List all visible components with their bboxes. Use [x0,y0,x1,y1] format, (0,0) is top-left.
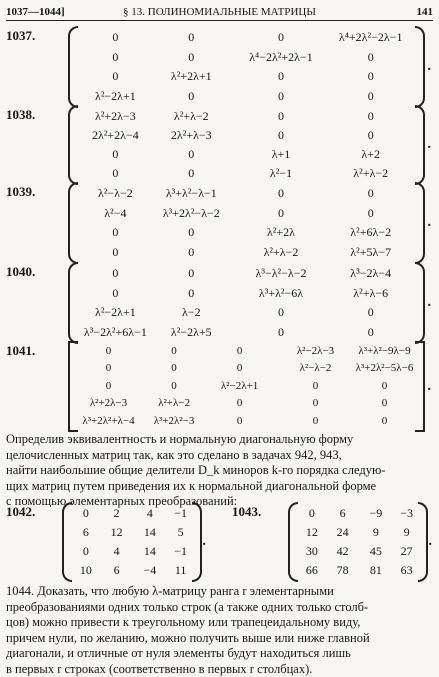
problem-1044-text [6,584,433,677]
matrix-cell: 30 [306,542,318,561]
matrix-cell: 0 [112,264,118,284]
matrix-row [74,184,419,204]
matrix-cell: 0 [278,184,284,204]
matrix-cell: 0 [112,67,118,87]
problem-p1039 [6,184,433,262]
matrix-row [74,67,419,87]
matrix-cell: 10 [80,561,92,580]
period-mark: . [428,379,432,395]
matrix-cell: 6 [340,504,346,523]
matrix-cell: λ²−1 [270,164,292,183]
matrix-cell: 12 [306,523,318,542]
matrix-row [74,223,419,243]
matrix-cell: λ³−2λ−4 [350,264,391,284]
problem-number: 1038. [6,107,35,123]
matrix-cell: 0 [237,413,243,430]
matrix-cell: 4 [147,504,153,523]
matrix-cell: λ²−2λ−3 [297,343,334,360]
matrix-cell: 0 [368,303,374,323]
matrix-cell: λ²−λ−2 [98,184,133,204]
matrix-cell: 0 [313,413,319,430]
matrix-cell: 0 [278,204,284,224]
matrix-cell: 2 [114,504,120,523]
text-line: найти наибольшие общие делители D_k миноров k-го порядка следую- [6,463,433,479]
matrix-cell: 0 [112,48,118,68]
matrix-cell: 0 [188,164,194,183]
text-line: с помощью элементарных преобразований: [6,494,433,510]
matrix-cell: 0 [368,87,374,107]
matrix-row [74,395,419,412]
matrix-cell: λ²+6λ−2 [350,223,391,243]
matrix-cell: 6 [114,561,120,580]
page-number: 141 [417,6,434,18]
matrix [68,504,196,580]
matrix [74,184,419,262]
matrix-cell: 2λ²+λ−3 [171,126,212,145]
problem-number: 1039. [6,184,35,200]
matrix-cell: 0 [188,284,194,304]
matrix-cell: 0 [188,48,194,68]
text-line: диагонали, и отличные от нуля элементы будут находиться лишь [6,646,433,662]
matrix-row [74,343,419,360]
matrix-cell: −4 [144,561,157,580]
matrix-cell: 27 [401,542,413,561]
problem-number: 1037. [6,28,35,44]
matrix-cell: 0 [171,343,177,360]
matrix-cell: λ²−2λ+1 [95,303,136,323]
matrix [74,107,419,183]
matrix-cell: λ³+2λ²+λ−4 [82,413,134,430]
matrix [294,504,422,580]
matrix-cell: 0 [112,284,118,304]
matrix-cell: 6 [83,523,89,542]
matrix-cell: λ⁴+2λ²−2λ−1 [339,28,403,48]
matrix-cell: λ³+2λ²−5λ−6 [356,360,414,377]
header-rule [6,20,433,21]
matrix-cell: λ²+5λ−7 [350,243,391,263]
matrix-cell: 0 [278,303,284,323]
problem-number: 1042. [6,504,35,520]
matrix-cell: λ³−2λ²+6λ−1 [84,323,147,343]
header-title: § 13. ПОЛИНОМИАЛЬНЫЕ МАТРИЦЫ [6,6,433,18]
matrix-cell: 45 [370,542,382,561]
matrix-cell: λ³+2λ²−3 [154,413,195,430]
matrix-cell: 0 [237,395,243,412]
problem-number: 1043. [232,504,261,520]
matrix-cell: 0 [382,395,388,412]
matrix-row [74,87,419,107]
text-line: в первых r строках (соответственно в первых r столбцах). [6,662,433,677]
matrix-cell: λ²+2λ+1 [171,67,212,87]
matrix-row [74,145,419,164]
matrix-cell: 9 [373,523,379,542]
matrix-row [74,284,419,304]
matrix-cell: 0 [313,395,319,412]
matrix-cell: 0 [112,164,118,183]
matrix-cell: 0 [309,504,315,523]
matrix-cell: 0 [313,378,319,395]
matrix-cell: 2λ²+2λ−4 [92,126,139,145]
matrix-cell: λ+2 [361,145,380,164]
matrix-row [74,378,419,395]
matrix [74,28,419,106]
matrix-cell: 66 [306,561,318,580]
matrix-cell: 0 [368,67,374,87]
matrix-row [294,523,422,542]
matrix-cell: λ²−2λ+1 [221,378,258,395]
matrix-row [74,243,419,263]
matrix-row [294,561,422,580]
matrix-cell: λ³+λ²−6λ [259,284,303,304]
matrix-cell: 0 [278,28,284,48]
matrix-row [74,413,419,430]
text-line: целочисленных матриц так, как это сделано в задачах 942, 943, [6,448,433,464]
matrix-cell: 0 [368,107,374,126]
matrix-cell: 0 [237,360,243,377]
matrix-cell: 0 [83,542,89,561]
matrix-cell: 0 [112,243,118,263]
period-mark: . [429,534,433,550]
matrix-cell: 0 [188,243,194,263]
matrix-cell: −9 [370,504,383,523]
matrix-cell: λ²−λ−2 [300,360,332,377]
matrix-cell: λ³+2λ²−λ−2 [163,204,220,224]
text-line: преобразованиями одних только строк (а также одних только столб- [6,600,433,616]
matrix-row [74,107,419,126]
matrix-row [294,504,422,523]
matrix-cell: 0 [188,145,194,164]
matrix-row [74,323,419,343]
problem-number: 1040. [6,264,35,280]
text-line: причем нули, по желанию, можно получить выше или ниже главной [6,631,433,647]
matrix-cell: 0 [368,184,374,204]
matrix-cell: 0 [106,378,112,395]
matrix-cell: λ²−4 [104,204,126,224]
matrix-cell: 0 [83,504,89,523]
matrix-cell: λ³+λ²−9λ−9 [358,343,410,360]
matrix-cell: 0 [278,126,284,145]
matrix-cell: 4 [114,542,120,561]
matrix-cell: 9 [404,523,410,542]
matrix-cell: 0 [188,87,194,107]
matrix-cell: −3 [400,504,413,523]
matrix-row [74,164,419,183]
text-line: цов) можно привести к треугольному или трапецеидальному виду, [6,615,433,631]
matrix-row [74,48,419,68]
matrix-cell: 0 [368,126,374,145]
text-line: щих матриц путем приведения их к нормальной диагональной форме [6,479,433,495]
matrix-cell: 0 [278,107,284,126]
matrix-cell: λ²−2λ+5 [171,323,212,343]
problem-p1038 [6,107,433,183]
matrix-cell: 11 [175,561,187,580]
matrix-cell: 0 [106,360,112,377]
matrix-cell: λ+1 [272,145,291,164]
matrix-cell: 0 [188,264,194,284]
matrix-cell: λ²+λ−2 [264,243,299,263]
instruction-paragraph [6,432,433,510]
matrix-cell: 0 [112,223,118,243]
matrix-row [74,303,419,323]
matrix-cell: 0 [112,145,118,164]
problem-p1042 [6,504,206,580]
matrix-cell: 24 [337,523,349,542]
matrix-row [74,126,419,145]
matrix-cell: 14 [144,523,156,542]
matrix-row [294,542,422,561]
matrix-cell: 0 [188,28,194,48]
header-range: 1037—1044] [6,6,65,18]
period-mark: . [203,534,207,550]
period-mark: . [428,215,432,231]
matrix-row [68,561,196,580]
matrix-cell: λ²+λ−2 [158,395,190,412]
matrix-cell: 42 [337,542,349,561]
matrix-cell: 0 [106,343,112,360]
matrix-cell: λ²+λ−2 [174,107,209,126]
matrix-row [74,360,419,377]
matrix-row [68,523,196,542]
matrix-cell: 0 [382,378,388,395]
problem-p1043 [232,504,432,580]
matrix-cell: λ²+λ−2 [353,164,388,183]
matrix-cell: 81 [370,561,382,580]
period-mark: . [428,59,432,75]
matrix-cell: 0 [188,223,194,243]
matrix-cell: 78 [337,561,349,580]
matrix-cell: λ²+2λ−3 [90,395,127,412]
matrix-cell: λ²+2λ [267,223,295,243]
matrix-cell: 63 [401,561,413,580]
period-mark: . [428,137,432,153]
matrix-cell: λ²−2λ+1 [95,87,136,107]
matrix-cell: −1 [174,542,187,561]
problem-p1037 [6,28,433,106]
matrix-row [74,204,419,224]
matrix-cell: −1 [174,504,187,523]
matrix-cell: 5 [178,523,184,542]
matrix-cell: 0 [171,378,177,395]
matrix-cell: 0 [278,323,284,343]
problem-number: 1041. [6,343,35,359]
matrix-cell: 0 [382,413,388,430]
matrix-cell: λ²+2λ−3 [95,107,136,126]
matrix-cell: λ³−λ²−λ−2 [256,264,307,284]
matrix-row [68,504,196,523]
matrix-cell: λ³+λ²−λ−1 [166,184,217,204]
matrix-cell: 14 [144,542,156,561]
matrix-cell: λ−2 [182,303,201,323]
text-line: 1044. Доказать, что любую λ-матрицу ранга r элементарными [6,584,433,600]
matrix-row [74,28,419,48]
matrix-cell: 0 [112,28,118,48]
matrix-cell: 0 [368,48,374,68]
matrix-cell: 0 [368,323,374,343]
problem-p1040 [6,264,433,342]
matrix-row [74,264,419,284]
matrix-cell: 0 [278,67,284,87]
matrix-cell: 0 [171,360,177,377]
matrix-cell: 0 [278,87,284,107]
matrix-cell: 0 [237,343,243,360]
matrix-cell: λ⁴−2λ²+2λ−1 [249,48,313,68]
period-mark: . [428,295,432,311]
problem-p1041 [6,343,433,430]
matrix-cell: 12 [111,523,123,542]
matrix-cell: 0 [368,204,374,224]
matrix-cell: λ²+λ−6 [353,284,388,304]
text-line: Определив эквивалентность и нормальную диагональную форму [6,432,433,448]
matrix [74,343,419,430]
matrix [74,264,419,342]
matrix-row [68,542,196,561]
